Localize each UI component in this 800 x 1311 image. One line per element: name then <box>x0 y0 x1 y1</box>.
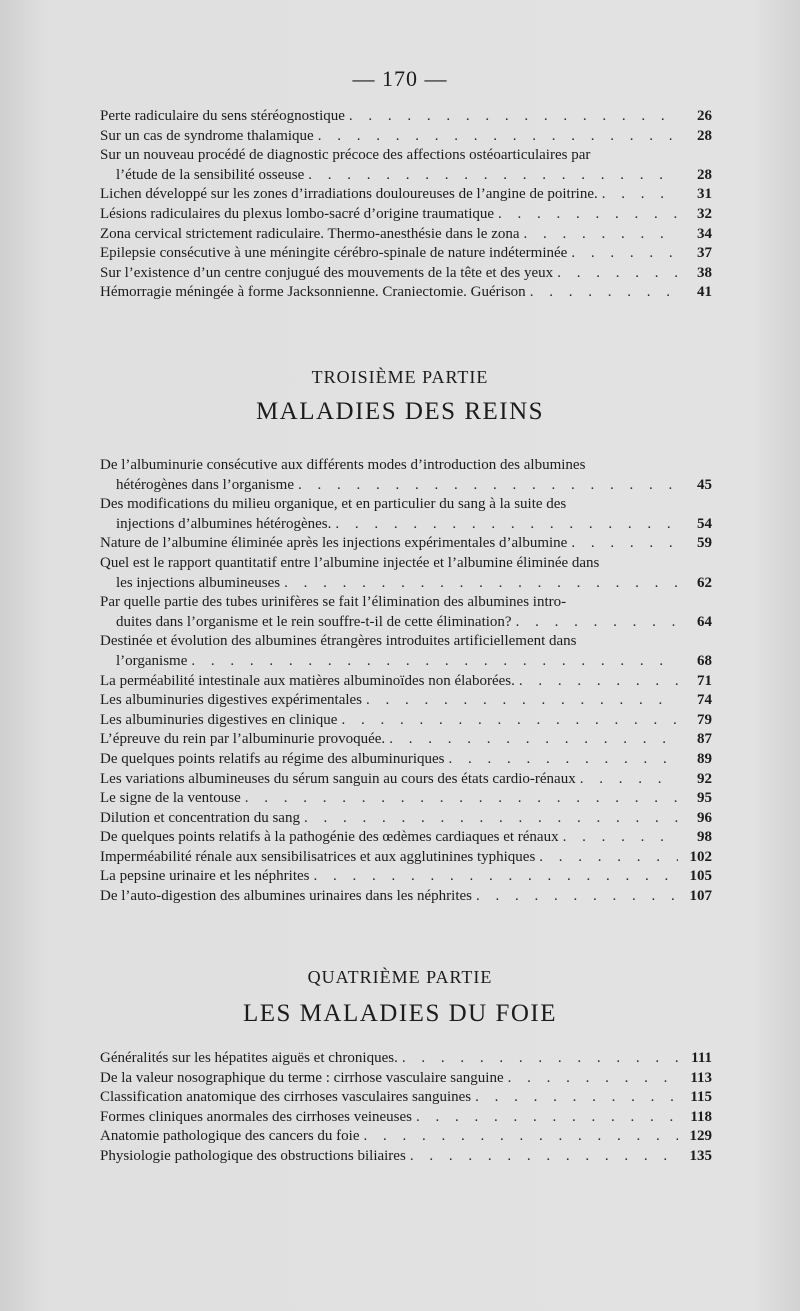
toc-entry-text: Sur un nouveau procédé de diagnostic précoce des affections ostéoarticulaires par <box>100 147 591 164</box>
toc-entry <box>100 1147 712 1167</box>
toc-entry-text: Nature de l’albumine éliminée après les injections expérimentales d’albumine <box>100 535 568 552</box>
part-3-title: MALADIES DES REINS <box>255 398 545 425</box>
toc-page-number: 41 <box>697 284 712 301</box>
toc-entry-text: Dilution et concentration du sang <box>100 809 300 826</box>
toc-entry-text: l’organisme <box>116 652 188 669</box>
toc-entry-text: Les albuminuries digestives en clinique <box>100 711 338 728</box>
toc-section-3 <box>100 456 712 907</box>
toc-page-number: 37 <box>697 245 712 262</box>
toc-entry <box>100 534 712 554</box>
toc-entry-text: Sur l’existence d’un centre conjugué des mouvements de la tête et des yeux <box>100 264 554 281</box>
dot-leader <box>571 534 678 554</box>
dot-leader <box>476 887 678 907</box>
toc-entry <box>100 770 712 790</box>
dot-leader <box>571 244 678 264</box>
toc-page-number: 79 <box>697 711 712 728</box>
toc-entry-text: Le signe de la ventouse <box>100 790 241 807</box>
toc-page-number: 54 <box>697 515 712 532</box>
toc-page-number: 115 <box>690 1089 712 1106</box>
toc-entry <box>100 1108 712 1128</box>
toc-entry-text: Lichen développé sur les zones d’irradiations douloureuses de l’angine de poitrine. <box>100 186 598 203</box>
dot-leader <box>341 711 678 731</box>
toc-entry-text: les injections albumineuses <box>116 574 281 591</box>
toc-entry <box>100 127 712 147</box>
dot-leader <box>318 127 678 147</box>
toc-entry-text: Quel est le rapport quantitatif entre l’albumine injectée et l’albumine éliminée dans <box>100 554 600 571</box>
toc-page-number: 74 <box>697 692 712 709</box>
dot-leader <box>402 1049 678 1069</box>
toc-page-number: 28 <box>697 166 712 183</box>
dot-leader <box>366 691 678 711</box>
toc-entry-text: Physiologie pathologique des obstructions biliaires <box>100 1147 406 1164</box>
toc-entry <box>100 789 712 809</box>
toc-entry-text: De l’auto-digestion des albumines urinaires dans les néphrites <box>100 888 472 905</box>
toc-page-number: 68 <box>697 652 712 669</box>
toc-entry-text: Des modifications du milieu organique, et en particulier du sang à la suite des <box>100 496 567 513</box>
dot-leader <box>516 613 678 633</box>
toc-entry <box>100 730 712 750</box>
toc-entry <box>100 264 712 284</box>
toc-entry-text: Généralités sur les hépatites aiguës et chroniques. <box>100 1050 398 1066</box>
toc-page-number: 113 <box>690 1069 712 1086</box>
dot-leader <box>508 1069 678 1089</box>
toc-entry <box>100 185 712 205</box>
toc-entry <box>100 887 712 907</box>
dot-leader <box>364 1127 679 1147</box>
toc-page-number: 95 <box>697 790 712 807</box>
dot-leader <box>475 1088 678 1108</box>
toc-page-number: 26 <box>697 108 712 124</box>
toc-entry <box>100 225 712 245</box>
toc-entry-text: Anatomie pathologique des cancers du foie <box>100 1128 360 1145</box>
toc-entry-text: De quelques points relatifs à la pathogénie des œdèmes cardiaques et rénaux <box>100 829 559 846</box>
dot-leader <box>284 574 678 594</box>
dot-leader <box>314 867 678 887</box>
dot-leader <box>498 205 678 225</box>
dot-leader <box>304 809 678 829</box>
toc-entry <box>100 593 712 632</box>
toc-page-number: 105 <box>689 868 712 885</box>
toc-page-number: 107 <box>689 888 712 905</box>
toc-entry-text: duites dans l’organisme et le rein souffre-t-il de cette élimination? <box>116 613 512 630</box>
toc-entry <box>100 146 712 185</box>
toc-page-number: 38 <box>697 264 712 281</box>
dot-leader <box>539 848 678 868</box>
toc-entry-text: Hémorragie méningée à forme Jacksonnienne. Craniectomie. Guérison <box>100 284 526 301</box>
toc-entry-text: Par quelle partie des tubes urinifères se fait l’élimination des albumines intro- <box>100 594 567 611</box>
dot-leader <box>580 770 678 790</box>
dot-leader <box>530 283 678 303</box>
toc-entry-text: Perte radiculaire du sens stéréognostique <box>100 108 345 124</box>
toc-entry-text: Sur un cas de syndrome thalamique <box>100 127 314 144</box>
toc-page-number: 118 <box>690 1108 712 1125</box>
toc-page-number: 59 <box>697 535 712 552</box>
toc-page-number: 34 <box>697 225 712 242</box>
toc-entry <box>100 1069 712 1089</box>
toc-entry-text: l’étude de la sensibilité osseuse <box>116 166 305 183</box>
toc-entry <box>100 867 712 887</box>
toc-page-number: 45 <box>697 476 712 493</box>
toc-entry <box>100 456 712 495</box>
dot-leader <box>449 750 679 770</box>
toc-entry-text: Imperméabilité rénale aux sensibilisatrices et aux agglutinines typhiques <box>100 848 536 865</box>
toc-page-number: 89 <box>697 750 712 767</box>
toc-entry-text: hétérogènes dans l’organisme <box>116 476 295 493</box>
dot-leader <box>245 789 678 809</box>
dot-leader <box>335 515 678 535</box>
toc-entry <box>100 1088 712 1108</box>
toc-entry <box>100 848 712 868</box>
toc-entry <box>100 1127 712 1147</box>
toc-entry <box>100 632 712 671</box>
toc-entry-text: De la valeur nosographique du terme : cirrhose vasculaire sanguine <box>100 1069 504 1086</box>
toc-entry <box>100 1049 712 1069</box>
toc-page-number: 135 <box>689 1147 712 1164</box>
toc-entry <box>100 672 712 692</box>
toc-entry <box>100 107 712 127</box>
toc-entry-text: Epilepsie consécutive à une méningite cérébro-spinale de nature indéterminée <box>100 245 568 262</box>
dot-leader <box>524 225 678 245</box>
toc-entry <box>100 809 712 829</box>
toc-page-number: 96 <box>697 809 712 826</box>
dot-leader <box>602 185 678 205</box>
toc-page-number: 129 <box>689 1128 712 1145</box>
dot-leader <box>308 166 678 186</box>
dot-leader <box>191 652 678 672</box>
dot-leader <box>389 730 678 750</box>
toc-page-number: 64 <box>697 613 712 630</box>
dot-leader <box>416 1108 678 1128</box>
toc-entry-text: De l’albuminurie consécutive aux différents modes d’introduction des albumines <box>100 457 586 473</box>
toc-entry <box>100 205 712 225</box>
toc-page-number: 62 <box>697 574 712 591</box>
toc-page-number: 87 <box>697 731 712 748</box>
toc-entry <box>100 495 712 534</box>
toc-entry-text: Lésions radiculaires du plexus lombo-sacré d’origine traumatique <box>100 205 495 222</box>
part-4-title: LES MALADIES DU FOIE <box>242 1000 558 1027</box>
toc-entry-text: L’épreuve du rein par l’albuminurie provoquée. <box>100 731 386 748</box>
toc-entry-text: Formes cliniques anormales des cirrhoses veineuses <box>100 1108 413 1125</box>
dot-leader <box>563 828 678 848</box>
toc-entry <box>100 554 712 593</box>
toc-entry <box>100 691 712 711</box>
toc-page-number: 32 <box>697 205 712 222</box>
dot-leader <box>298 476 678 496</box>
page-number: — 170 — <box>352 66 448 91</box>
toc-page-number: 71 <box>697 672 712 689</box>
toc-entry-text: Les variations albumineuses du sérum sanguin au cours des états cardio-rénaux <box>100 770 576 787</box>
toc-entry-text: Les albuminuries digestives expérimentales <box>100 692 363 709</box>
dot-leader <box>349 107 678 127</box>
toc-entry-text: La pepsine urinaire et les néphrites <box>100 868 310 885</box>
toc-entry-text: injections d’albumines hétérogènes. <box>116 515 332 532</box>
dot-leader <box>410 1147 678 1167</box>
toc-page-number: 92 <box>697 770 712 787</box>
toc-page-number: 102 <box>689 848 712 865</box>
toc-entry-text: Destinée et évolution des albumines étrangères introduites artificiellement dans <box>100 633 577 650</box>
toc-entry-text: Zona cervical strictement radiculaire. Thermo-anesthésie dans le zona <box>100 225 520 242</box>
toc-page-number: 28 <box>697 127 712 144</box>
toc-section-4 <box>100 1049 712 1167</box>
dot-leader <box>519 672 678 692</box>
toc-entry-text: Classification anatomique des cirrhoses vasculaires sanguines <box>100 1089 472 1106</box>
toc-entry-text: La perméabilité intestinale aux matières albuminoïdes non élaborées. <box>100 672 515 689</box>
toc-page-number: 31 <box>697 186 712 203</box>
toc-entry <box>100 711 712 731</box>
toc-section-1 <box>100 107 712 303</box>
part-4-label: QUATRIÈME PARTIE <box>307 967 493 987</box>
toc-entry <box>100 283 712 303</box>
toc-entry-text: De quelques points relatifs au régime des albuminuriques <box>100 750 445 767</box>
toc-page-number: 98 <box>697 829 712 846</box>
toc-entry <box>100 244 712 264</box>
toc-page-number: 111 <box>691 1050 712 1066</box>
dot-leader <box>557 264 678 284</box>
part-3-label: TROISIÈME PARTIE <box>311 367 489 387</box>
toc-entry <box>100 828 712 848</box>
toc-entry <box>100 750 712 770</box>
